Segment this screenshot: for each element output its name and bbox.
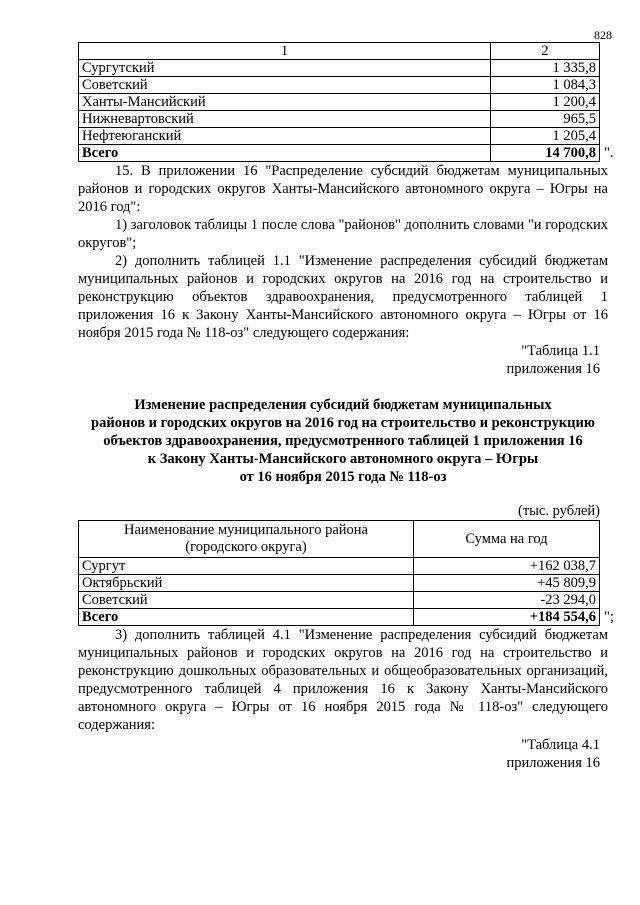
table-heading-line: объектов здравоохранения, предусмотренного таблицей 1 приложения 16 — [103, 433, 583, 449]
table1-cell-value: 1 335,8 — [491, 60, 600, 77]
table1-cell-value: 1 200,4 — [491, 94, 600, 111]
table-heading-line: от 16 ноября 2015 года № 118-оз — [239, 469, 447, 485]
table2-header-col1-line2: (городского округа) — [185, 539, 307, 555]
table2-total-label: Всего — [79, 609, 414, 626]
table1-closing-quote: ". — [604, 145, 614, 161]
table-row — [79, 558, 600, 575]
table2-cell-name: Сургут — [79, 558, 414, 575]
paragraph-item-1: 1) заголовок таблицы 1 после слова "районов" дополнить словами "и городских округов"; — [78, 217, 608, 251]
table-reference-2-line2: приложения 16 — [506, 755, 600, 771]
table-heading — [78, 396, 608, 486]
table2-cell-value: +162 038,7 — [414, 558, 600, 575]
table2-cell-value: -23 294,0 — [414, 592, 600, 609]
table1-cell-value: 965,5 — [491, 111, 600, 128]
table1 — [78, 42, 600, 162]
table-reference-1 — [78, 342, 608, 378]
table-heading-line: к Закону Ханты-Мансийского автономного округа – Югры — [147, 451, 539, 467]
table2-total-row — [79, 609, 600, 626]
table2-cell-name: Советский — [79, 592, 414, 609]
paragraph-item-2: 2) дополнить таблицей 1.1 "Изменение распределения субсидий бюджетам муниципальных районов и городских округов на 2016 год на строительство и реконструкцию объектов здравоохранения, предусмотренного таблицей 1 приложения 16 к Закону Ханты-Мансийского автономного округа – Югры от 16 ноября 2015 года № 118-оз" следующего содержания: — [78, 253, 608, 341]
table2-wrapper — [78, 520, 614, 626]
table-row — [79, 111, 600, 128]
table1-cell-value: 1 084,3 — [491, 77, 600, 94]
table-row — [79, 77, 600, 94]
table2-closing-quote: "; — [604, 609, 614, 625]
table1-total-value: 14 700,8 — [491, 145, 600, 162]
table-reference-2 — [78, 736, 608, 772]
table-row — [79, 575, 600, 592]
table-heading-line: районов и городских округов на 2016 год на строительство и реконструкцию — [91, 415, 595, 431]
table-row — [79, 592, 600, 609]
table-row — [79, 128, 600, 145]
table-row — [79, 60, 600, 77]
table1-wrapper — [78, 42, 614, 162]
document-page — [78, 42, 614, 772]
table2 — [78, 520, 600, 626]
page-number: 828 — [594, 28, 612, 42]
table2-header-col1-line1: Наименование муниципального района — [124, 522, 368, 538]
table-reference-1-line2: приложения 16 — [506, 361, 600, 377]
table2-header-col2: Сумма на год — [414, 521, 600, 558]
table1-cell-name: Советский — [79, 77, 491, 94]
table1-header-row — [79, 43, 600, 60]
table1-cell-name: Сургутский — [79, 60, 491, 77]
table-heading-line: Изменение распределения субсидий бюджетам муниципальных — [134, 397, 552, 413]
units-label: (тыс. рублей) — [518, 503, 600, 519]
table2-cell-value: +45 809,9 — [414, 575, 600, 592]
table1-total-label: Всего — [79, 145, 491, 162]
table2-cell-name: Октябрьский — [79, 575, 414, 592]
table2-header-row — [79, 521, 600, 558]
paragraph-item-3: 3) дополнить таблицей 4.1 "Изменение распределения субсидий бюджетам муниципальных районов и городских округов на 2016 год на строительство и реконструкцию дошкольных образовательных и общеобразовательных организаций, предусмотренного таблицей 4 приложения 16 к Закону Ханты-Мансийского автономного округа – Югры от 16 ноября 2015 года № 118-оз" следующего содержания: — [78, 627, 608, 733]
table1-cell-value: 1 205,4 — [491, 128, 600, 145]
table-row — [79, 94, 600, 111]
table1-cell-name: Нефтеюганский — [79, 128, 491, 145]
table2-header-col1 — [79, 521, 414, 558]
table1-header-col1: 1 — [79, 43, 491, 60]
table1-cell-name: Нижневартовский — [79, 111, 491, 128]
table1-total-row — [79, 145, 600, 162]
table-reference-2-line1: "Таблица 4.1 — [521, 737, 600, 753]
table1-cell-name: Ханты-Мансийский — [79, 94, 491, 111]
table2-total-value: +184 554,6 — [414, 609, 600, 626]
table1-header-col2: 2 — [491, 43, 600, 60]
table-reference-1-line1: "Таблица 1.1 — [521, 343, 600, 359]
paragraph-15: 15. В приложении 16 "Распределение субсидий бюджетам муниципальных районов и городских округов Ханты-Мансийского автономного округа – Югры на 2016 год": — [78, 163, 608, 215]
